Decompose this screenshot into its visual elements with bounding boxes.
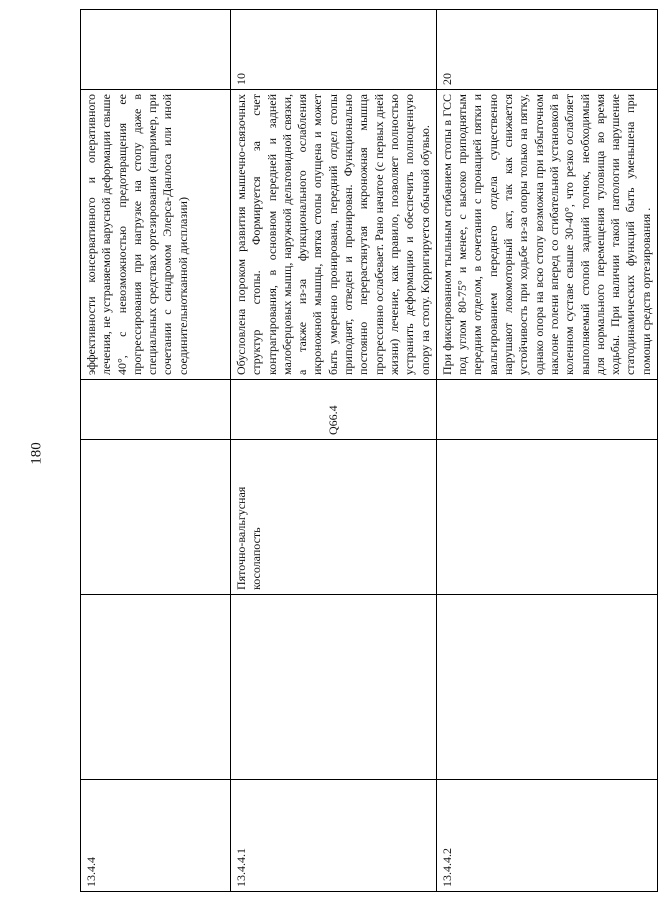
row-name xyxy=(436,440,657,595)
row-empty-cell xyxy=(436,595,657,780)
row-description: Обусловлена пороком развития мышечно-связочных структур стопы. Формируется за счет контрагирования, в основном передней и задней малоберцовых мышц, наружной дельтовидной связки, а также из-за функционального ослабления икроножной мышцы, пятка стопы опущена и может быть умеренно пронирована, передний отдел стопы приподнят, отведен и пронирован. Функционально постоянно перерастянутая икроножная мышца прогрессивно ослабевает. Рано начатое (с первых дней жизни) лечение, как правило, позволяет полностью устранить деформацию и обеспечить полноценную опору на стопу. Корригируется обычной обувью. xyxy=(231,90,437,380)
row-percent xyxy=(81,10,231,90)
table-row xyxy=(231,10,437,892)
table-row xyxy=(436,10,657,892)
row-description: При фиксированном тыльным сгибанием стопы в ГСС под углом 80-75° и менее, с высоко приподнятым передним отделом, в сочетании с пронацией пятки и вальгированием переднего отдела существенно нарушают локомоторный акт, так как снижается устойчивость при ходьбе из-за опоры только на пятку, однако опора на всю стопу возможна при избыточном наклоне голени вперед со сгибательной установкой в коленном суставе свыше 30-40°, что резко ослабляет выполняемый стопой задний толчок, необходимый для нормального перемещения туловища во время ходьбы. При наличии такой патологии нарушение статодинамических функций быть уменьшена при помощи средств ортезирования . xyxy=(436,90,657,380)
row-code: 13.4.4 xyxy=(81,780,231,892)
row-name: Пяточно-вальгусная косолапость xyxy=(231,440,437,595)
row-percent: 10 xyxy=(231,10,437,90)
row-icd-code xyxy=(436,380,657,440)
row-icd-code xyxy=(81,380,231,440)
page-number: 180 xyxy=(28,442,45,465)
table-row xyxy=(81,10,231,892)
row-name xyxy=(81,440,231,595)
row-empty-cell xyxy=(81,595,231,780)
row-code: 13.4.4.1 xyxy=(231,780,437,892)
rotated-table-stage xyxy=(80,10,653,892)
row-description: эффективности консервативного и оперативного лечения, не устраняемой варусной деформации свыше 40°, с невозможностью предотвращения ее прогрессирования при нагрузке на стопу даже в специальных средствах ортезирования (например, при сочетании с синдромом Элерса-Данлоса или иной соединительнотканной дисплазии) xyxy=(81,90,231,380)
row-percent: 20 xyxy=(436,10,657,90)
row-empty-cell xyxy=(231,595,437,780)
row-code: 13.4.4.2 xyxy=(436,780,657,892)
disability-criteria-table xyxy=(80,9,658,892)
row-icd-code: Q66.4 xyxy=(231,380,437,440)
rotated-table-wrapper xyxy=(80,10,653,892)
